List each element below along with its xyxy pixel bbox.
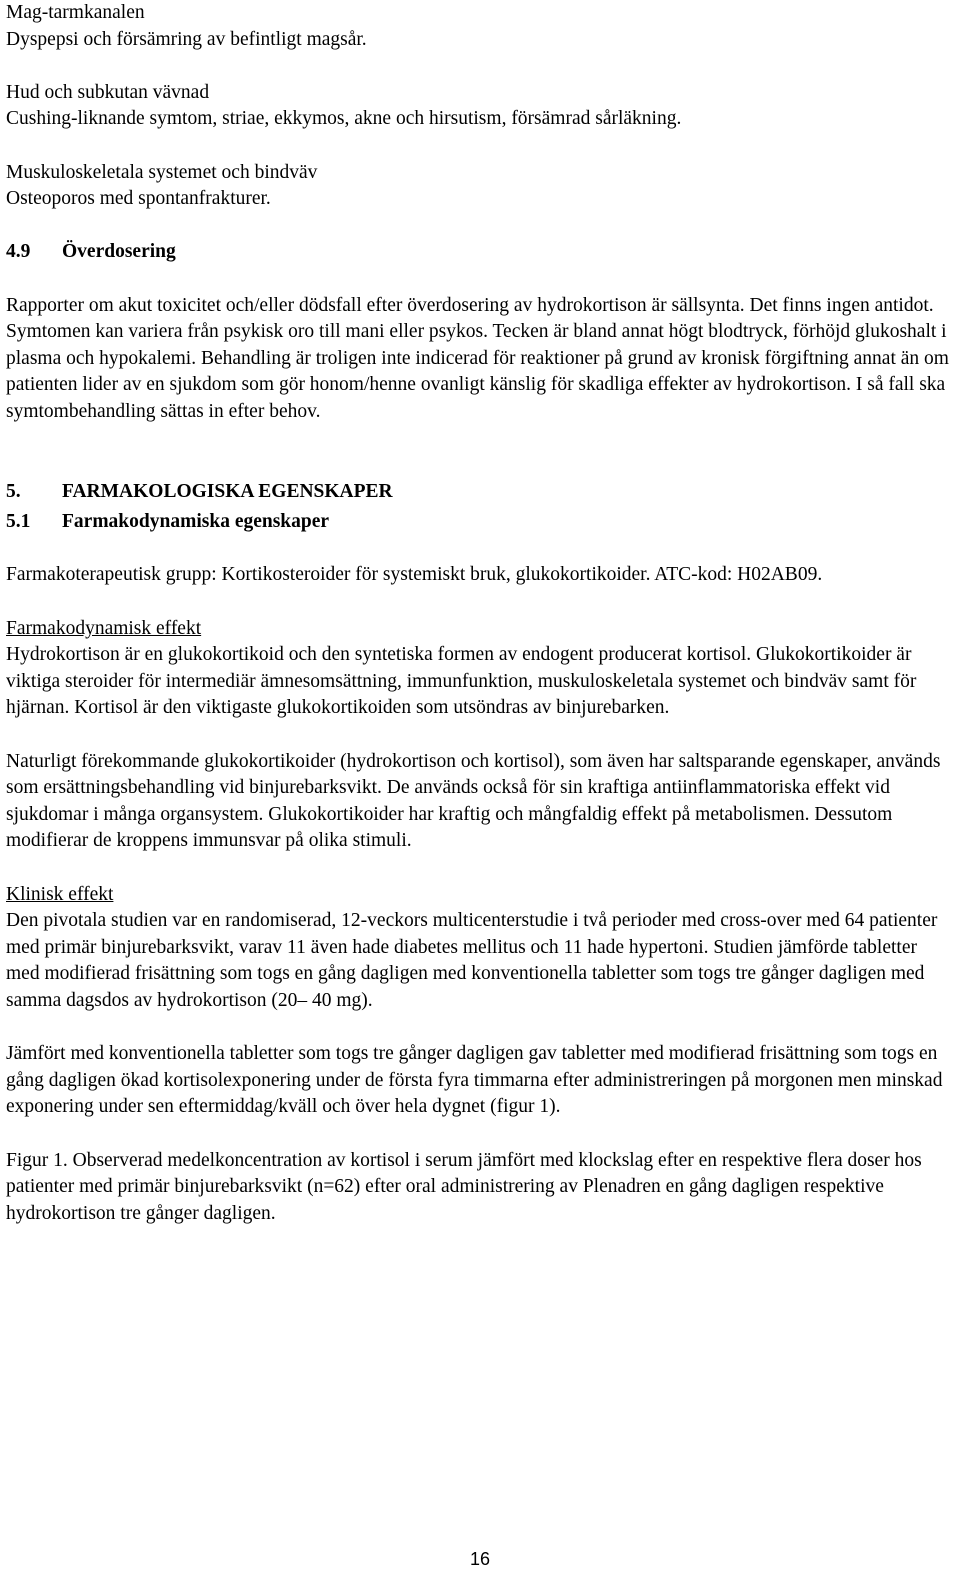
comparison-text: Jämfört med konventionella tabletter som togs tre gånger dagligen gav tabletter med modifierad frisättning som togs en gång dagligen ökad kortisolexponering under de första fyra timmarna efter administreringen på morgonen men minskad exponering under sen eftermiddag/kväll och över hela dygnet (figur 1). <box>6 1043 943 1118</box>
overdose-heading <box>6 239 954 266</box>
natural-glucocorticoids-text: Naturligt förekommande glukokortikoider (hydrokortison och kortisol), som även har saltsparande egenskaper, används som ersättningsbehandling vid binjurebarksvikt. De används också för sin kraftiga antiinflammatoriska effekt vid sjukdomar i många organsystem. Glukokortikoider har kraftig och mångfaldig effekt på metabolismen. Dessutom modifierar de kroppens immunsvar på olika stimuli. <box>6 750 941 852</box>
section-title: FARMAKOLOGISKA EGENSKAPER <box>62 480 393 502</box>
spacer <box>6 426 954 453</box>
section-title: Överdosering <box>62 241 176 263</box>
section-title: Farmakodynamiska egenskaper <box>62 511 330 533</box>
pharmacotherapeutic-group: Farmakoterapeutisk grupp: Kortikosteroider för systemiskt bruk, glukokortikoider. ATC-kod: H02AB09. <box>6 564 823 586</box>
spacer <box>6 53 954 80</box>
figure-caption: Figur 1. Observerad medelkoncentration av kortisol i serum jämfört med klockslag efter en respektive flera doser hos patienter med primär binjurebarksvikt (n=62) efter oral administrering av Plenadren en gång dagligen respektive hydrokortison tre gånger dagligen. <box>6 1149 922 1224</box>
document-page <box>6 0 954 1227</box>
skin-text: Cushing-liknande symtom, striae, ekkymos, akne och hirsutism, försämrad sårläkning. <box>6 108 682 130</box>
musculo-heading: Muskuloskeletala systemet och bindväv <box>6 161 318 183</box>
spacer <box>6 589 954 616</box>
spacer <box>6 133 954 160</box>
spacer <box>6 1121 954 1148</box>
pharmacology-heading <box>6 479 954 506</box>
page-number: 16 <box>469 1549 491 1569</box>
effect-heading: Farmakodynamisk effekt <box>6 617 202 639</box>
musculo-text: Osteoporos med spontanfrakturer. <box>6 188 271 210</box>
section-number: 4.9 <box>6 241 31 263</box>
spacer <box>6 213 954 240</box>
overdose-text: Rapporter om akut toxicitet och/eller dödsfall efter överdosering av hydrokortison är sällsynta. Det finns ingen antidot. Symtomen kan variera från psykisk oro till mani eller psykos. Tecken är bland annat högt blodtryck, förhöjd glukoshalt i plasma och hypokalemi. Behandling är troligen inte indicerad för reaktioner på grund av kronisk förgiftning annat än om patienten lider av en sjukdom som gör honom/henne ovanligt känslig för skadliga effekter av hydrokortison. I så fall ska symtombehandling sättas in efter behov. <box>6 294 949 422</box>
pharmacodynamics-heading <box>6 509 954 536</box>
clinical-text: Den pivotala studien var en randomiserad, 12-veckors multicenterstudie i två perioder med cross-over med 64 patienter med primär binjurebarksvikt, varav 11 även hade diabetes mellitus och 11 hade hypertoni. Studien jämförde tabletter med modifierad frisättning som togs en gång dagligen med konventionella tabletter som togs tre gånger dagligen med samma dagsdos av hydrokortison (20– 40 mg). <box>6 910 938 1011</box>
section-number: 5. <box>6 480 21 502</box>
spacer <box>6 452 954 479</box>
gi-heading: Mag-tarmkanalen <box>6 2 145 23</box>
effect-text: Hydrokortison är en glukokortikoid och den syntetiska formen av endogent producerat kortisol. Glukokortikoider är viktiga steroider för intermediär ämnesomsättning, immunfunktion, muskuloskeletala systemet och bindväv samt för hjärnan. Kortisol är den viktigaste glukokortikoiden som utsöndras av binjurebarken. <box>6 644 917 719</box>
gi-text: Dyspepsi och försämring av befintligt magsår. <box>6 28 367 50</box>
spacer <box>6 855 954 882</box>
skin-heading: Hud och subkutan vävnad <box>6 81 210 103</box>
section-number: 5.1 <box>6 511 31 533</box>
spacer <box>6 536 954 563</box>
spacer <box>6 1015 954 1042</box>
spacer <box>6 266 954 293</box>
clinical-heading: Klinisk effekt <box>6 883 114 905</box>
spacer <box>6 722 954 749</box>
